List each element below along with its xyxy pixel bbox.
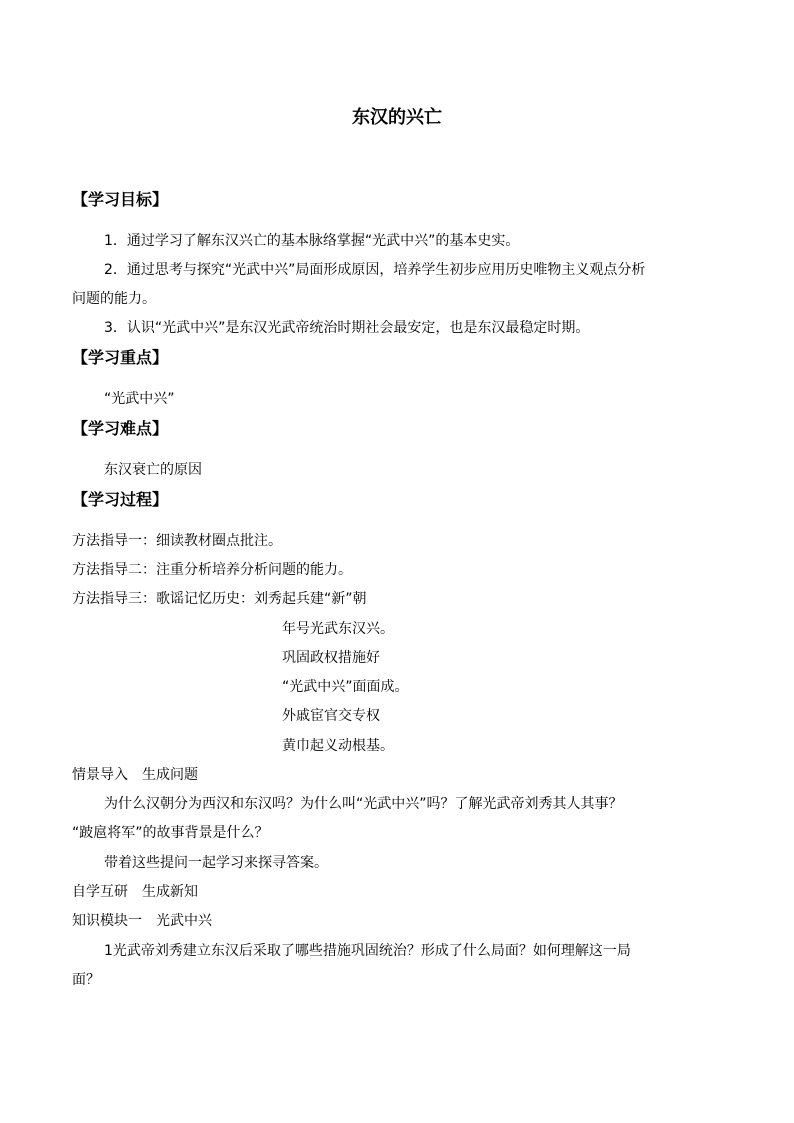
goal-item-2-line-1: 2．通过思考与探究“光武中兴”局面形成原因，培养学生初步应用历史唯物主义观点分析 <box>104 262 646 278</box>
question-1-line-2: 面？ <box>72 972 100 988</box>
scenario-intro-line-2: “跛扈将军”的故事背景是什么？ <box>72 825 269 841</box>
verse-line-3: “光武中兴”面面成。 <box>282 679 409 695</box>
section-heading-difficult-point: 【学习难点】 <box>72 419 169 438</box>
difficult-point-text: 东汉衰亡的原因 <box>104 462 202 478</box>
goal-item-3: 3．认识“光武中兴”是东汉光武帝统治时期社会最安定，也是东汉最稳定时期。 <box>104 320 590 336</box>
method-guide-3: 方法指导三：歌谣记忆历史：刘秀起兵建“新”朝 <box>72 591 367 607</box>
scenario-intro-title: 情景导入 生成问题 <box>72 767 198 783</box>
verse-line-4: 外戚宦官交专权 <box>282 708 380 724</box>
knowledge-module-1-title: 知识模块一 光武中兴 <box>72 913 212 929</box>
verse-line-1: 年号光武东汉兴。 <box>282 621 394 637</box>
goal-item-1: 1．通过学习了解东汉兴亡的基本脉络掌握“光武中兴”的基本史实。 <box>104 233 520 249</box>
method-guide-2: 方法指导二：注重分析培养分析问题的能力。 <box>72 562 352 578</box>
scenario-intro-line-1: 为什么汉朝分为西汉和东汉吗？为什么叫“光武中兴”吗？了解光武帝刘秀其人其事？ <box>104 796 623 812</box>
section-heading-goals: 【学习目标】 <box>72 190 169 209</box>
section-heading-key-point: 【学习重点】 <box>72 348 169 367</box>
verse-line-2: 巩固政权措施好 <box>282 650 380 666</box>
scenario-intro-line-3: 带着这些提问一起学习来探寻答案。 <box>104 855 328 871</box>
page-title: 东汉的兴亡 <box>352 107 442 128</box>
self-study-title: 自学互研 生成新知 <box>72 884 198 900</box>
question-1-line-1: 1光武帝刘秀建立东汉后采取了哪些措施巩固统治？形成了什么局面？如何理解这一局 <box>104 943 631 959</box>
method-guide-1: 方法指导一：细读教材圈点批注。 <box>72 533 282 549</box>
verse-line-5: 黄巾起义动根基。 <box>282 738 394 754</box>
key-point-text: “光武中兴” <box>104 391 175 407</box>
section-heading-process: 【学习过程】 <box>72 490 169 509</box>
goal-item-2-line-2: 问题的能力。 <box>72 291 156 307</box>
